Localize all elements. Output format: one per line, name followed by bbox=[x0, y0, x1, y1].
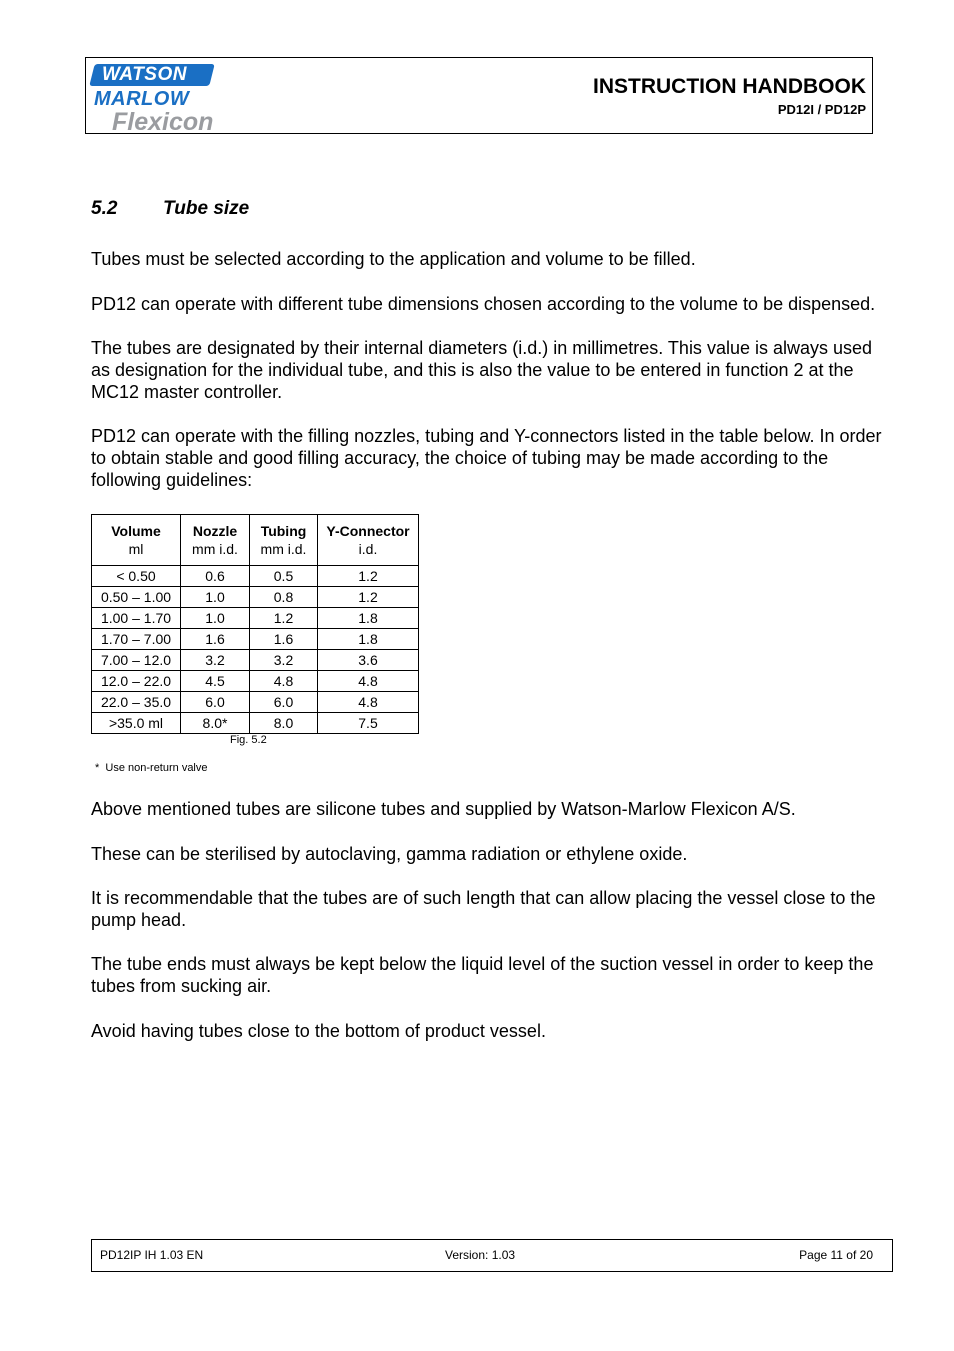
table-cell: 1.0 bbox=[181, 608, 250, 629]
paragraph: The tubes are designated by their internal diameters (i.d.) in millimetres. This value is always used as designation for the individual tube, and this is also the value to be entered in function 2 at the MC12 master controller. bbox=[91, 338, 873, 402]
table-row bbox=[92, 566, 419, 587]
footer-version: Version: 1.03 bbox=[445, 1248, 516, 1262]
table-cell: 6.0 bbox=[181, 692, 250, 713]
table-row bbox=[92, 608, 419, 629]
table-cell: 7.5 bbox=[318, 713, 419, 734]
table-cell: 3.2 bbox=[250, 650, 318, 671]
table-cell: 1.0 bbox=[181, 587, 250, 608]
column-header: Y-Connector i.d. bbox=[318, 515, 419, 566]
table-cell: < 0.50 bbox=[92, 566, 181, 587]
table-cell: 12.0 – 22.0 bbox=[92, 671, 181, 692]
table-row bbox=[92, 629, 419, 650]
column-header: Nozzle mm i.d. bbox=[181, 515, 250, 566]
footer-page-number: Page 11 of 20 bbox=[799, 1248, 873, 1262]
table-cell: 4.8 bbox=[318, 692, 419, 713]
table-cell: 1.8 bbox=[318, 608, 419, 629]
page-footer bbox=[91, 1239, 893, 1272]
handbook-title: INSTRUCTION HANDBOOK bbox=[593, 75, 866, 98]
table-cell: 7.00 – 12.0 bbox=[92, 650, 181, 671]
table-cell: 4.8 bbox=[318, 671, 419, 692]
table-cell: 1.70 – 7.00 bbox=[92, 629, 181, 650]
table-row bbox=[92, 692, 419, 713]
table-cell: >35.0 ml bbox=[92, 713, 181, 734]
paragraph: Tubes must be selected according to the application and volume to be filled. bbox=[91, 249, 696, 269]
table-cell: 3.6 bbox=[318, 650, 419, 671]
table-cell: 0.8 bbox=[250, 587, 318, 608]
table-cell: 0.50 – 1.00 bbox=[92, 587, 181, 608]
footer-doc-id: PD12IP IH 1.03 EN bbox=[100, 1248, 204, 1262]
table-row bbox=[92, 671, 419, 692]
table-cell: 22.0 – 35.0 bbox=[92, 692, 181, 713]
paragraph: Avoid having tubes close to the bottom of product vessel. bbox=[91, 1021, 546, 1041]
table-cell: 8.0* bbox=[181, 713, 250, 734]
handbook-subtitle: PD12I / PD12P bbox=[777, 102, 866, 117]
paragraph: Above mentioned tubes are silicone tubes and supplied by Watson-Marlow Flexicon A/S. bbox=[91, 799, 796, 819]
table-cell: 1.2 bbox=[318, 587, 419, 608]
table-cell: 4.8 bbox=[250, 671, 318, 692]
logo-line3: Flexicon bbox=[112, 108, 214, 136]
section-heading bbox=[91, 198, 249, 220]
paragraph: It is recommendable that the tubes are of such length that can allow placing the vessel close to the pump head. bbox=[91, 888, 876, 930]
table-cell: 1.2 bbox=[250, 608, 318, 629]
column-header: Tubing mm i.d. bbox=[250, 515, 318, 566]
table-cell: 1.2 bbox=[318, 566, 419, 587]
column-header: Volume ml bbox=[92, 515, 181, 566]
table-row bbox=[92, 650, 419, 671]
paragraph: PD12 can operate with different tube dimensions chosen according to the volume to be dispensed. bbox=[91, 294, 876, 314]
paragraph: The tube ends must always be kept below the liquid level of the suction vessel in order to keep the tubes from sucking air. bbox=[91, 954, 874, 996]
tube-size-table bbox=[91, 514, 419, 734]
table-cell: 0.6 bbox=[181, 566, 250, 587]
logo-line2: MARLOW bbox=[94, 88, 190, 110]
table-header-row bbox=[92, 515, 419, 566]
table-row bbox=[92, 713, 419, 734]
table-row bbox=[92, 587, 419, 608]
paragraph: These can be sterilised by autoclaving, gamma radiation or ethylene oxide. bbox=[91, 844, 688, 864]
page-header bbox=[85, 57, 873, 134]
table-cell: 8.0 bbox=[250, 713, 318, 734]
section-title: Tube size bbox=[163, 198, 250, 219]
table-cell: 0.5 bbox=[250, 566, 318, 587]
figure-caption: Fig. 5.2 bbox=[230, 734, 267, 746]
section-number: 5.2 bbox=[91, 198, 118, 219]
logo-line1: WATSON bbox=[102, 64, 187, 85]
table-cell: 1.00 – 1.70 bbox=[92, 608, 181, 629]
table-cell: 3.2 bbox=[181, 650, 250, 671]
paragraph: PD12 can operate with the filling nozzles, tubing and Y-connectors listed in the table below. In order to obtain stable and good filling accuracy, the choice of tubing may be made according to the following guidelines: bbox=[91, 426, 882, 490]
table-cell: 1.6 bbox=[250, 629, 318, 650]
table-cell: 4.5 bbox=[181, 671, 250, 692]
table-footnote: * Use non-return valve bbox=[95, 762, 208, 774]
table-cell: 1.6 bbox=[181, 629, 250, 650]
table-cell: 6.0 bbox=[250, 692, 318, 713]
company-logo bbox=[90, 62, 216, 134]
table-cell: 1.8 bbox=[318, 629, 419, 650]
